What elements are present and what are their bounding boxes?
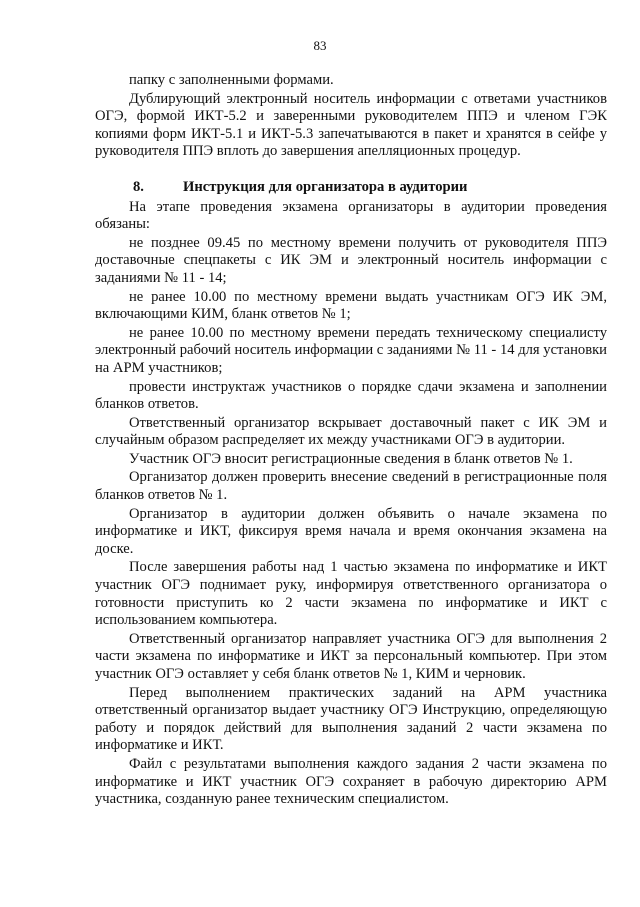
list-item: провести инструктаж участников о порядке сдачи экзамена и заполнении бланков ответов. xyxy=(95,378,607,413)
list-item: не позднее 09.45 по местному времени получить от руководителя ППЭ доставочные спецпакеты с ИК ЭМ и электронный носитель информации с заданиями № 11 - 14; xyxy=(95,234,607,286)
list-item: не ранее 10.00 по местному времени выдать участникам ОГЭ ИК ЭМ, включающими КИМ, бланк ответов № 1; xyxy=(95,288,607,323)
page-body xyxy=(95,72,607,809)
paragraph: Организатор должен проверить внесение сведений в регистрационные поля бланков ответов № 1. xyxy=(95,469,607,504)
paragraph: Файл с результатами выполнения каждого задания 2 части экзамена по информатике и ИКТ участник ОГЭ сохраняет в рабочую директорию АРМ участника, созданную ранее техническим специалистом. xyxy=(95,755,607,808)
paragraph: Ответственный организатор направляет участника ОГЭ для выполнения 2 части экзамена по информатике и ИКТ за персональный компьютер. При этом участник ОГЭ оставляет у себя бланк ответов № 1, КИМ и черновик. xyxy=(95,630,607,682)
paragraph: На этапе проведения экзамена организаторы в аудитории проведения обязаны: xyxy=(95,198,607,233)
paragraph: Перед выполнением практических заданий на АРМ участника ответственный организатор выдает участнику ОГЭ Инструкцию, определяющую работу и порядок действий для выполнения заданий 2 части экзамена по информатике и ИКТ. xyxy=(95,684,607,754)
page-number: 83 xyxy=(313,38,327,53)
paragraph: Участник ОГЭ вносит регистрационные сведения в бланк ответов № 1. xyxy=(129,450,573,467)
section-number: 8. xyxy=(133,178,144,195)
paragraph: Организатор в аудитории должен объявить о начале экзамена по информатике и ИКТ, фиксируя время начала и время окончания экзамена на доске. xyxy=(95,505,607,557)
paragraph: папку с заполненными формами. xyxy=(129,72,334,88)
paragraph: После завершения работы над 1 частью экзамена по информатике и ИКТ участник ОГЭ поднимает руку, информируя ответственного организатора о готовности приступить ко 2 части экзамена по информатике и ИКТ с использованием компьютера. xyxy=(95,559,607,629)
section-title: Инструкция для организатора в аудитории xyxy=(183,178,468,195)
paragraph: Ответственный организатор вскрывает доставочный пакет с ИК ЭМ и случайным образом распределяет их между участниками ОГЭ в аудитории. xyxy=(95,414,607,449)
list-item: не ранее 10.00 по местному времени передать техническому специалисту электронный рабочий носитель информации с заданиями № 11 - 14 для установки на АРМ участников; xyxy=(95,324,607,376)
paragraph: Дублирующий электронный носитель информации с ответами участников ОГЭ, формой ИКТ-5.2 и заверенными руководителем ППЭ и членом ГЭК копиями форм ИКТ-5.1 и ИКТ-5.3 запечатываются в пакет и хранятся в сейфе у руководителя ППЭ вплоть до завершения апелляционных процедур. xyxy=(95,90,607,160)
section-heading xyxy=(95,179,607,197)
